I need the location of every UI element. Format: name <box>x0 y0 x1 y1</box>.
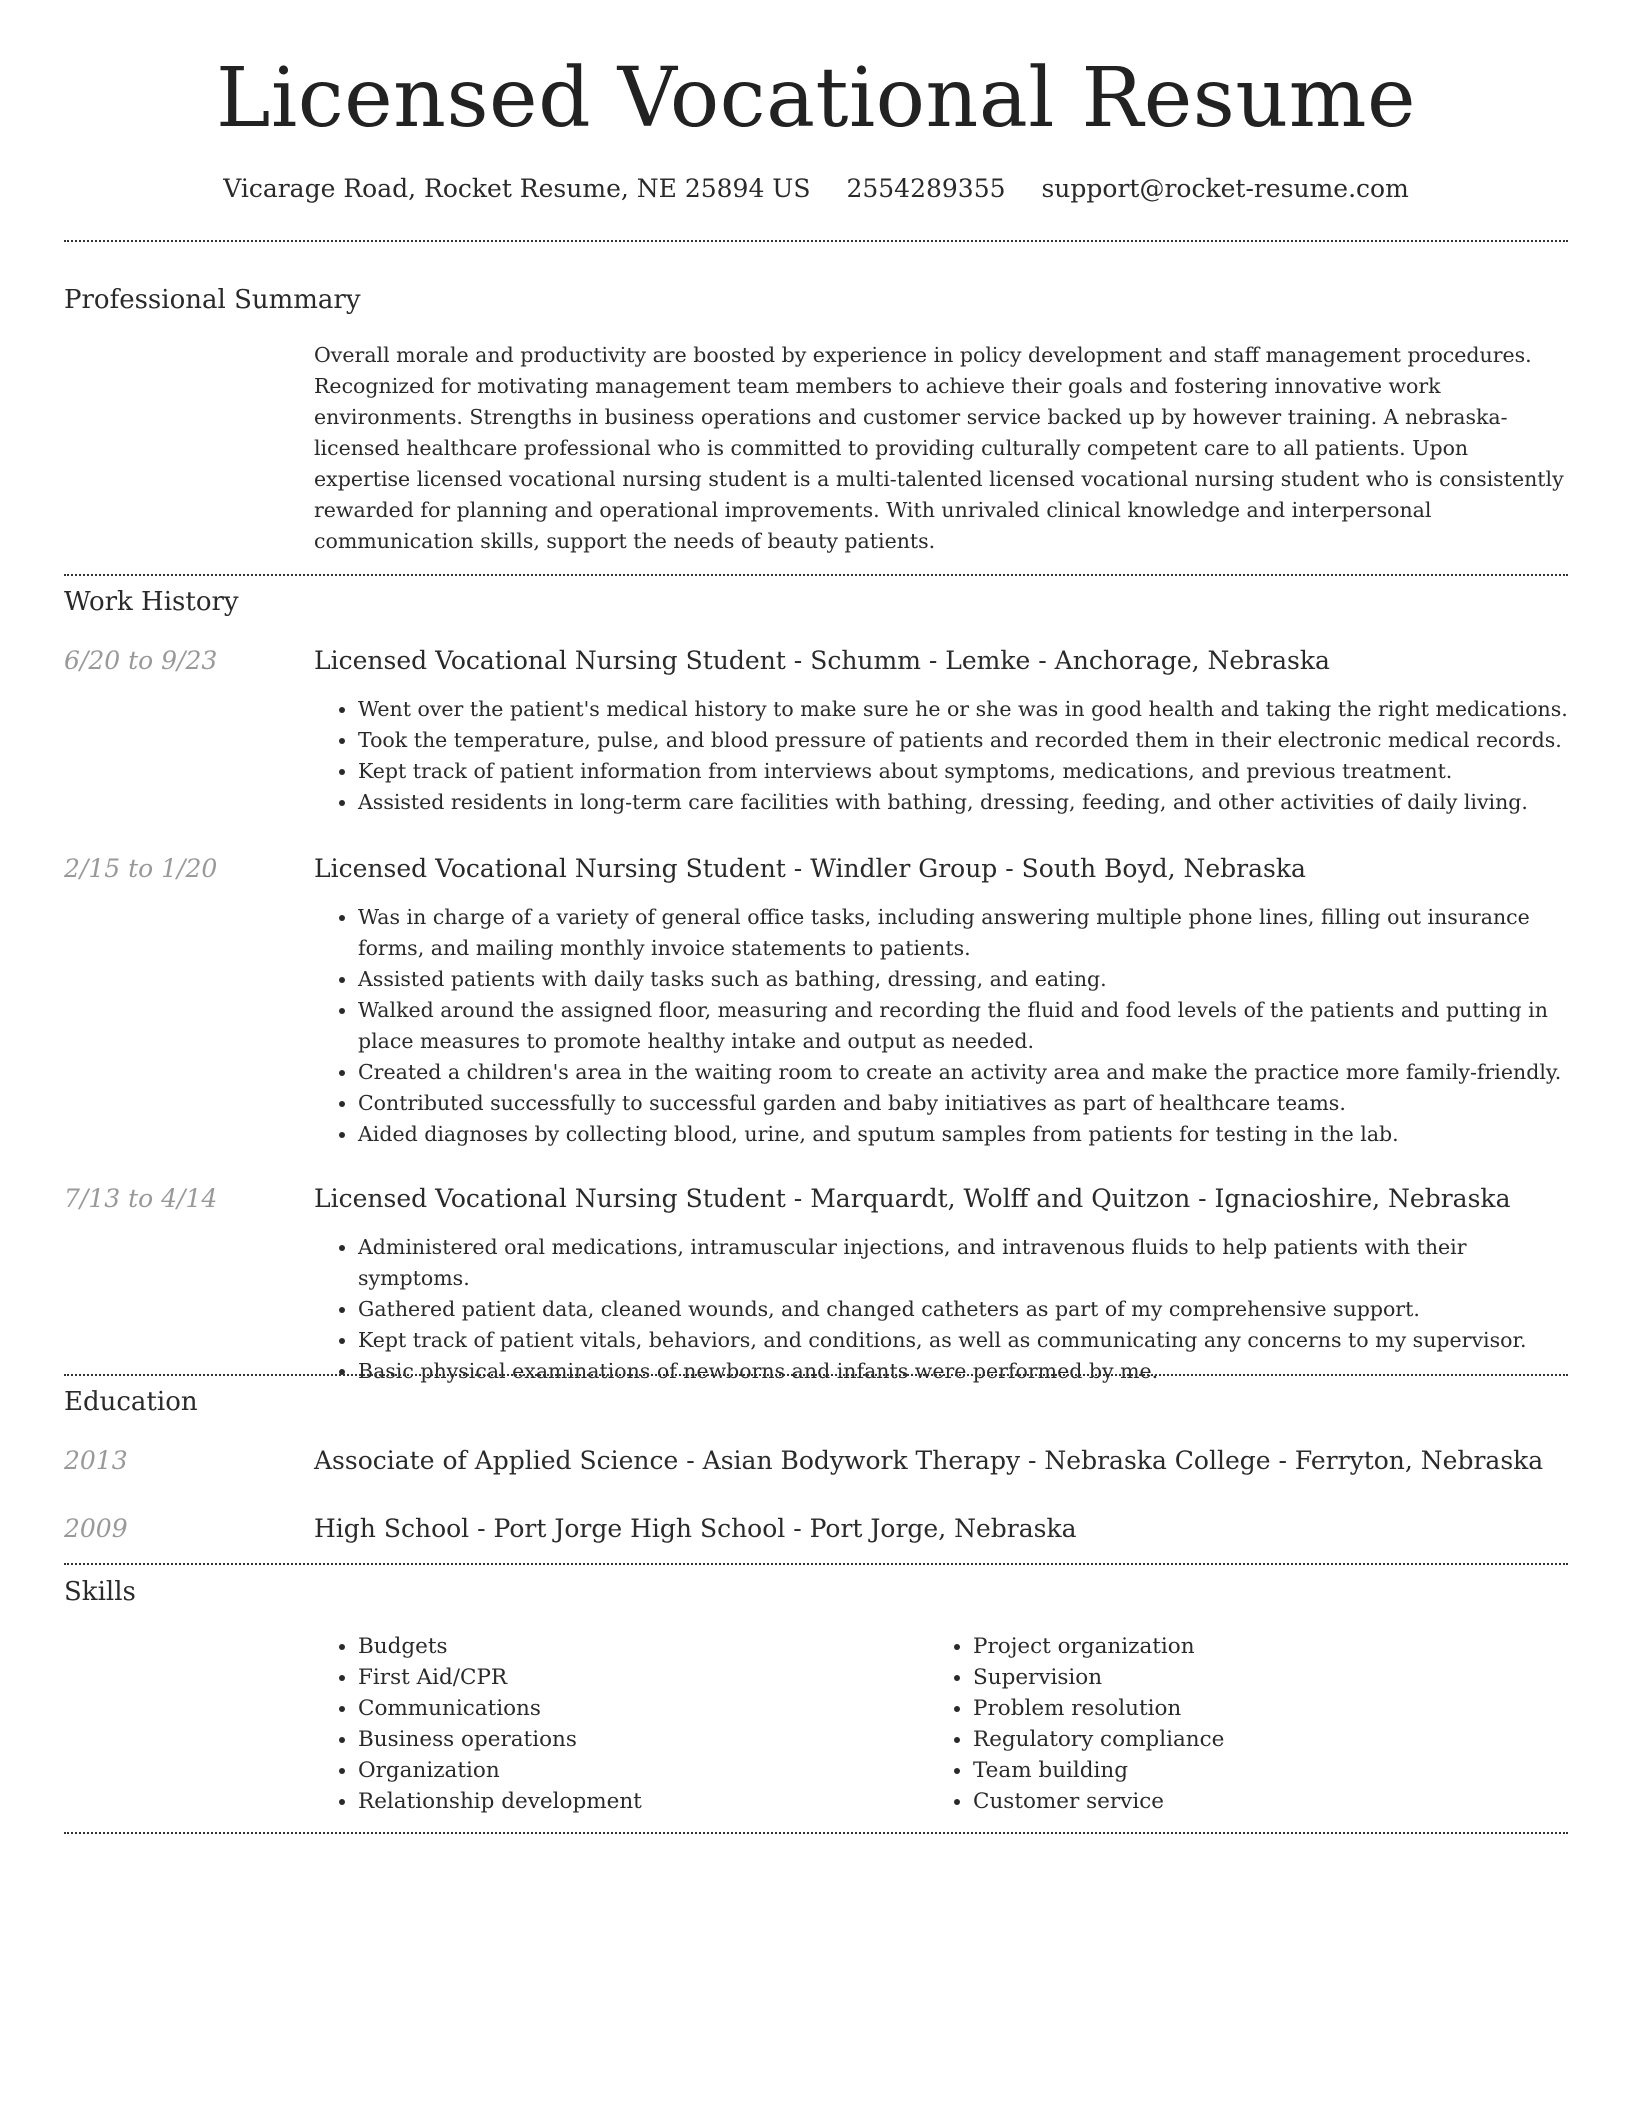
skills-list-left <box>314 1631 884 1817</box>
skill-item: • Communications <box>358 1693 884 1724</box>
job-bullet: • Contributed successfully to successful garden and baby initiatives as part of healthcare teams. <box>358 1088 1568 1119</box>
job-bullet: • Created a children's area in the waiting room to create an activity area and make the practice more family-friendly. <box>358 1057 1568 1088</box>
education-entry: High School - Port Jorge High School - Port Jorge, Nebraska <box>314 1514 1077 1543</box>
education-year: 2013 <box>64 1446 128 1475</box>
job-bullet: • Aided diagnoses by collecting blood, urine, and sputum samples from patients for testing in the lab. <box>358 1119 1568 1150</box>
job-bullet: • Kept track of patient information from interviews about symptoms, medications, and previous treatment. <box>358 756 1568 787</box>
education-heading: Education <box>64 1387 198 1417</box>
job-bullet: • Was in charge of a variety of general office tasks, including answering multiple phone lines, filling out insurance forms, and mailing monthly invoice statements to patients. <box>358 902 1568 964</box>
job-dates: 2/15 to 1/20 <box>64 854 218 883</box>
work-history-heading: Work History <box>64 587 239 617</box>
skills-list-right <box>929 1631 1499 1817</box>
job-bullets <box>314 902 1568 1150</box>
skill-item: • Organization <box>358 1755 884 1786</box>
job-dates: 7/13 to 4/14 <box>64 1184 218 1213</box>
skill-item: • First Aid/CPR <box>358 1662 884 1693</box>
section-divider <box>64 1832 1568 1834</box>
job-bullets <box>314 1232 1568 1387</box>
education-entry: Associate of Applied Science - Asian Bodywork Therapy - Nebraska College - Ferryton, Nebraska <box>314 1446 1544 1475</box>
education-year: 2009 <box>64 1514 128 1543</box>
contact-line <box>0 170 1632 208</box>
job-bullet: • Basic physical examinations of newborns and infants were performed by me. <box>358 1356 1568 1387</box>
resume-name: Licensed Vocational Resume <box>216 51 1416 146</box>
section-divider <box>64 240 1568 242</box>
skill-item: • Project organization <box>973 1631 1499 1662</box>
job-bullet: • Went over the patient's medical history to make sure he or she was in good health and taking the right medications. <box>358 694 1568 725</box>
job-title: Licensed Vocational Nursing Student - Marquardt, Wolff and Quitzon - Ignacioshire, Nebraska <box>314 1184 1511 1213</box>
skill-item: • Budgets <box>358 1631 884 1662</box>
contact-address: Vicarage Road, Rocket Resume, NE 25894 US <box>223 174 811 203</box>
skills-heading: Skills <box>64 1577 136 1607</box>
summary-text: Overall morale and productivity are boosted by experience in policy development and staff management procedures. Recognized for motivating management team members to achieve their goals and fostering innovative work environments. Strengths in business operations and customer service backed up by however training. A nebraska-licensed healthcare professional who is committed to providing culturally competent care to all patients. Upon expertise licensed vocational nursing student is a multi-talented licensed vocational nursing student who is consistently rewarded for planning and operational improvements. With unrivaled clinical knowledge and interpersonal communication skills, support the needs of beauty patients. <box>314 343 1564 553</box>
job-bullet: • Kept track of patient vitals, behaviors, and conditions, as well as communicating any concerns to my supervisor. <box>358 1325 1568 1356</box>
job-title: Licensed Vocational Nursing Student - Windler Group - South Boyd, Nebraska <box>314 854 1306 883</box>
skill-item: • Regulatory compliance <box>973 1724 1499 1755</box>
skill-item: • Customer service <box>973 1786 1499 1817</box>
job-bullets <box>314 694 1568 818</box>
job-bullet: • Assisted patients with daily tasks such as bathing, dressing, and eating. <box>358 964 1568 995</box>
summary-heading: Professional Summary <box>64 285 361 315</box>
skill-item: • Business operations <box>358 1724 884 1755</box>
job-title: Licensed Vocational Nursing Student - Schumm - Lemke - Anchorage, Nebraska <box>314 646 1330 675</box>
section-divider <box>64 1374 1568 1376</box>
contact-email: support@rocket-resume.com <box>1041 174 1409 203</box>
job-bullet: • Assisted residents in long-term care facilities with bathing, dressing, feeding, and other activities of daily living. <box>358 787 1568 818</box>
skill-item: • Problem resolution <box>973 1693 1499 1724</box>
section-divider <box>64 574 1568 576</box>
job-bullet: • Took the temperature, pulse, and blood pressure of patients and recorded them in their electronic medical records. <box>358 725 1568 756</box>
skill-item: • Relationship development <box>358 1786 884 1817</box>
job-bullet: • Walked around the assigned floor, measuring and recording the fluid and food levels of the patients and putting in place measures to promote healthy intake and output as needed. <box>358 995 1568 1057</box>
job-bullet: • Administered oral medications, intramuscular injections, and intravenous fluids to help patients with their symptoms. <box>358 1232 1568 1294</box>
job-bullet: • Gathered patient data, cleaned wounds, and changed catheters as part of my comprehensive support. <box>358 1294 1568 1325</box>
contact-phone: 2554289355 <box>846 174 1006 203</box>
job-dates: 6/20 to 9/23 <box>64 646 218 675</box>
section-divider <box>64 1563 1568 1565</box>
skill-item: • Supervision <box>973 1662 1499 1693</box>
skill-item: • Team building <box>973 1755 1499 1786</box>
